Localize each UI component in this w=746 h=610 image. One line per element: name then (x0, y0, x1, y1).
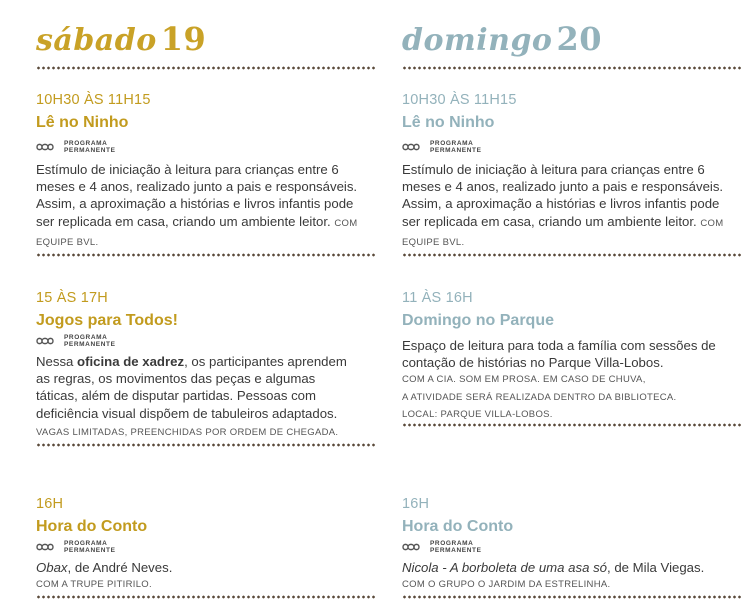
day-number: 20 (556, 20, 602, 58)
badge-line2: PERMANENTE (64, 147, 116, 154)
event-time: 10H30 ÀS 11H15 (36, 92, 151, 108)
event-title: Lê no Ninho (402, 114, 495, 131)
infinity-icon (36, 335, 60, 347)
event-card (36, 290, 376, 447)
day-number: 19 (160, 20, 207, 58)
divider (402, 253, 742, 257)
event-title: Hora do Conto (402, 518, 514, 535)
divider (402, 595, 742, 599)
badge-line2: PERMANENTE (430, 547, 482, 554)
saturday-column (36, 0, 376, 591)
event-time: 15 ÀS 17H (36, 290, 108, 306)
badge-line1: PROGRAMA (64, 334, 108, 341)
programa-permanente-badge (36, 333, 376, 349)
sunday-heading (402, 0, 742, 58)
event-title: Lê no Ninho (36, 114, 129, 131)
infinity-icon (36, 141, 60, 153)
day-word: sábado (36, 23, 157, 58)
divider (36, 66, 376, 70)
infinity-icon (402, 141, 426, 153)
book-title: Nicola - A borboleta de uma asa só (402, 560, 608, 575)
event-description: Estímulo de iniciação à leitura para crianças entre 6 meses e 4 anos, realizado junto a pais e responsáveis. Assim, a aproximação a histórias e livros infantis pode ser replicada em casa, criando um ambiente leitor. (402, 162, 724, 229)
badge-line1: PROGRAMA (430, 140, 474, 147)
event-note-line: COM A CIA. SOM EM PROSA. EM CASO DE CHUVA, (402, 374, 646, 386)
divider (402, 66, 742, 70)
event-note: COM A TRUPE PITIRILO. (36, 579, 152, 591)
badge-line2: PERMANENTE (64, 547, 116, 554)
event-card (402, 496, 742, 599)
event-card (36, 496, 376, 599)
divider (36, 253, 376, 257)
event-description: Estímulo de iniciação à leitura para crianças entre 6 meses e 4 anos, realizado junto a pais e responsáveis. Assim, a aproximação a histórias e livros infantis pode ser replicada em casa, criando um ambiente leitor. (36, 162, 358, 229)
event-note-line: LOCAL: PARQUE VILLA-LOBOS. (402, 408, 553, 420)
programa-permanente-badge (402, 539, 742, 555)
event-time: 10H30 ÀS 11H15 (402, 92, 517, 108)
event-card (402, 92, 742, 257)
event-description-post: , de André Neves. (67, 560, 173, 575)
programa-permanente-badge (36, 139, 376, 155)
event-title: Hora do Conto (36, 518, 148, 535)
event-description: Espaço de leitura para toda a família com sessões de contação de histórias no Parque Villa-Lobos. (402, 338, 716, 371)
event-description-post: , os participantes aprendem as regras, os movimentos das peças e algumas táticas, além de disputar partidas. Pessoas com deficiência visual dispõem de tabuleiros adaptados. (36, 354, 347, 421)
saturday-heading (36, 0, 376, 58)
event-note: VAGAS LIMITADAS, PREENCHIDAS POR ORDEM DE CHEGADA. (36, 426, 339, 438)
event-note: COM EQUIPE BVL. (36, 217, 358, 248)
badge-line1: PROGRAMA (430, 540, 474, 547)
event-note: COM O GRUPO O JARDIM DA ESTRELINHA. (402, 579, 611, 591)
day-word: domingo (402, 23, 553, 58)
event-description-pre: Nessa (36, 354, 78, 369)
event-title: Jogos para Todos! (36, 312, 178, 329)
divider (402, 423, 742, 427)
badge-line1: PROGRAMA (64, 540, 108, 547)
event-title: Domingo no Parque (402, 312, 554, 329)
event-description-bold: oficina de xadrez (77, 354, 185, 369)
event-note: COM EQUIPE BVL. (402, 217, 724, 248)
badge-line1: PROGRAMA (64, 140, 108, 147)
divider (36, 595, 376, 599)
sunday-column (402, 0, 742, 591)
programa-permanente-badge (36, 539, 376, 555)
event-time: 16H (36, 496, 64, 512)
event-description-post: , de Mila Viegas. (607, 560, 705, 575)
badge-line2: PERMANENTE (64, 341, 116, 348)
book-title: Obax (36, 560, 68, 575)
programa-permanente-badge (402, 139, 742, 155)
event-note-line: A ATIVIDADE SERÁ REALIZADA DENTRO DA BIBLIOTECA. (402, 391, 677, 403)
badge-line2: PERMANENTE (430, 147, 482, 154)
infinity-icon (36, 541, 60, 553)
divider (36, 443, 376, 447)
event-card (402, 290, 742, 427)
infinity-icon (402, 541, 426, 553)
event-time: 11 ÀS 16H (402, 290, 473, 306)
event-card (36, 92, 376, 257)
event-time: 16H (402, 496, 430, 512)
